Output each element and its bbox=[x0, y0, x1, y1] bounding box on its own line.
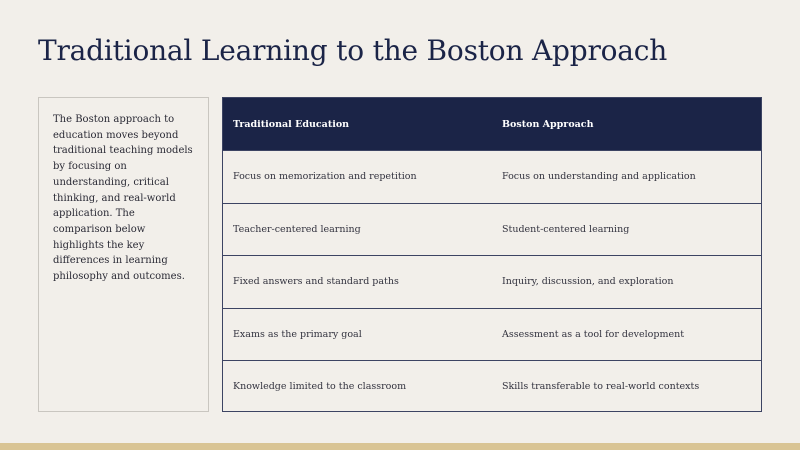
intro-text: The Boston approach to education moves beyond traditional teaching models by focusing on understanding, critical thinking, and real-world application. The comparison below highlights the key differences in learning philosophy and outcomes. bbox=[53, 114, 193, 283]
comparison-table bbox=[222, 97, 762, 412]
traditional-cell: Knowledge limited to the classroom bbox=[233, 381, 407, 393]
boston-cell: Skills transferable to real-world contexts bbox=[502, 381, 700, 393]
traditional-cell: Exams as the primary goal bbox=[233, 328, 362, 340]
boston-cell: Focus on understanding and application bbox=[502, 171, 696, 183]
table-row bbox=[223, 360, 761, 413]
intro-box bbox=[38, 97, 209, 412]
table-row bbox=[223, 308, 761, 361]
traditional-cell: Fixed answers and standard paths bbox=[233, 276, 399, 288]
table-row bbox=[223, 203, 761, 256]
table-row bbox=[223, 255, 761, 308]
traditional-cell: Focus on memorization and repetition bbox=[233, 171, 417, 183]
boston-cell: Inquiry, discussion, and exploration bbox=[502, 276, 674, 288]
slide-title: Traditional Learning to the Boston Approach bbox=[38, 34, 668, 67]
traditional-cell: Teacher-centered learning bbox=[233, 223, 361, 235]
header-traditional-education: Traditional Education bbox=[233, 118, 350, 130]
table-header-row bbox=[223, 98, 761, 150]
accent-bar bbox=[0, 443, 800, 450]
boston-cell: Assessment as a tool for development bbox=[502, 328, 685, 340]
boston-cell: Student-centered learning bbox=[502, 223, 630, 235]
table-row bbox=[223, 150, 761, 203]
header-boston-approach: Boston Approach bbox=[502, 118, 594, 130]
